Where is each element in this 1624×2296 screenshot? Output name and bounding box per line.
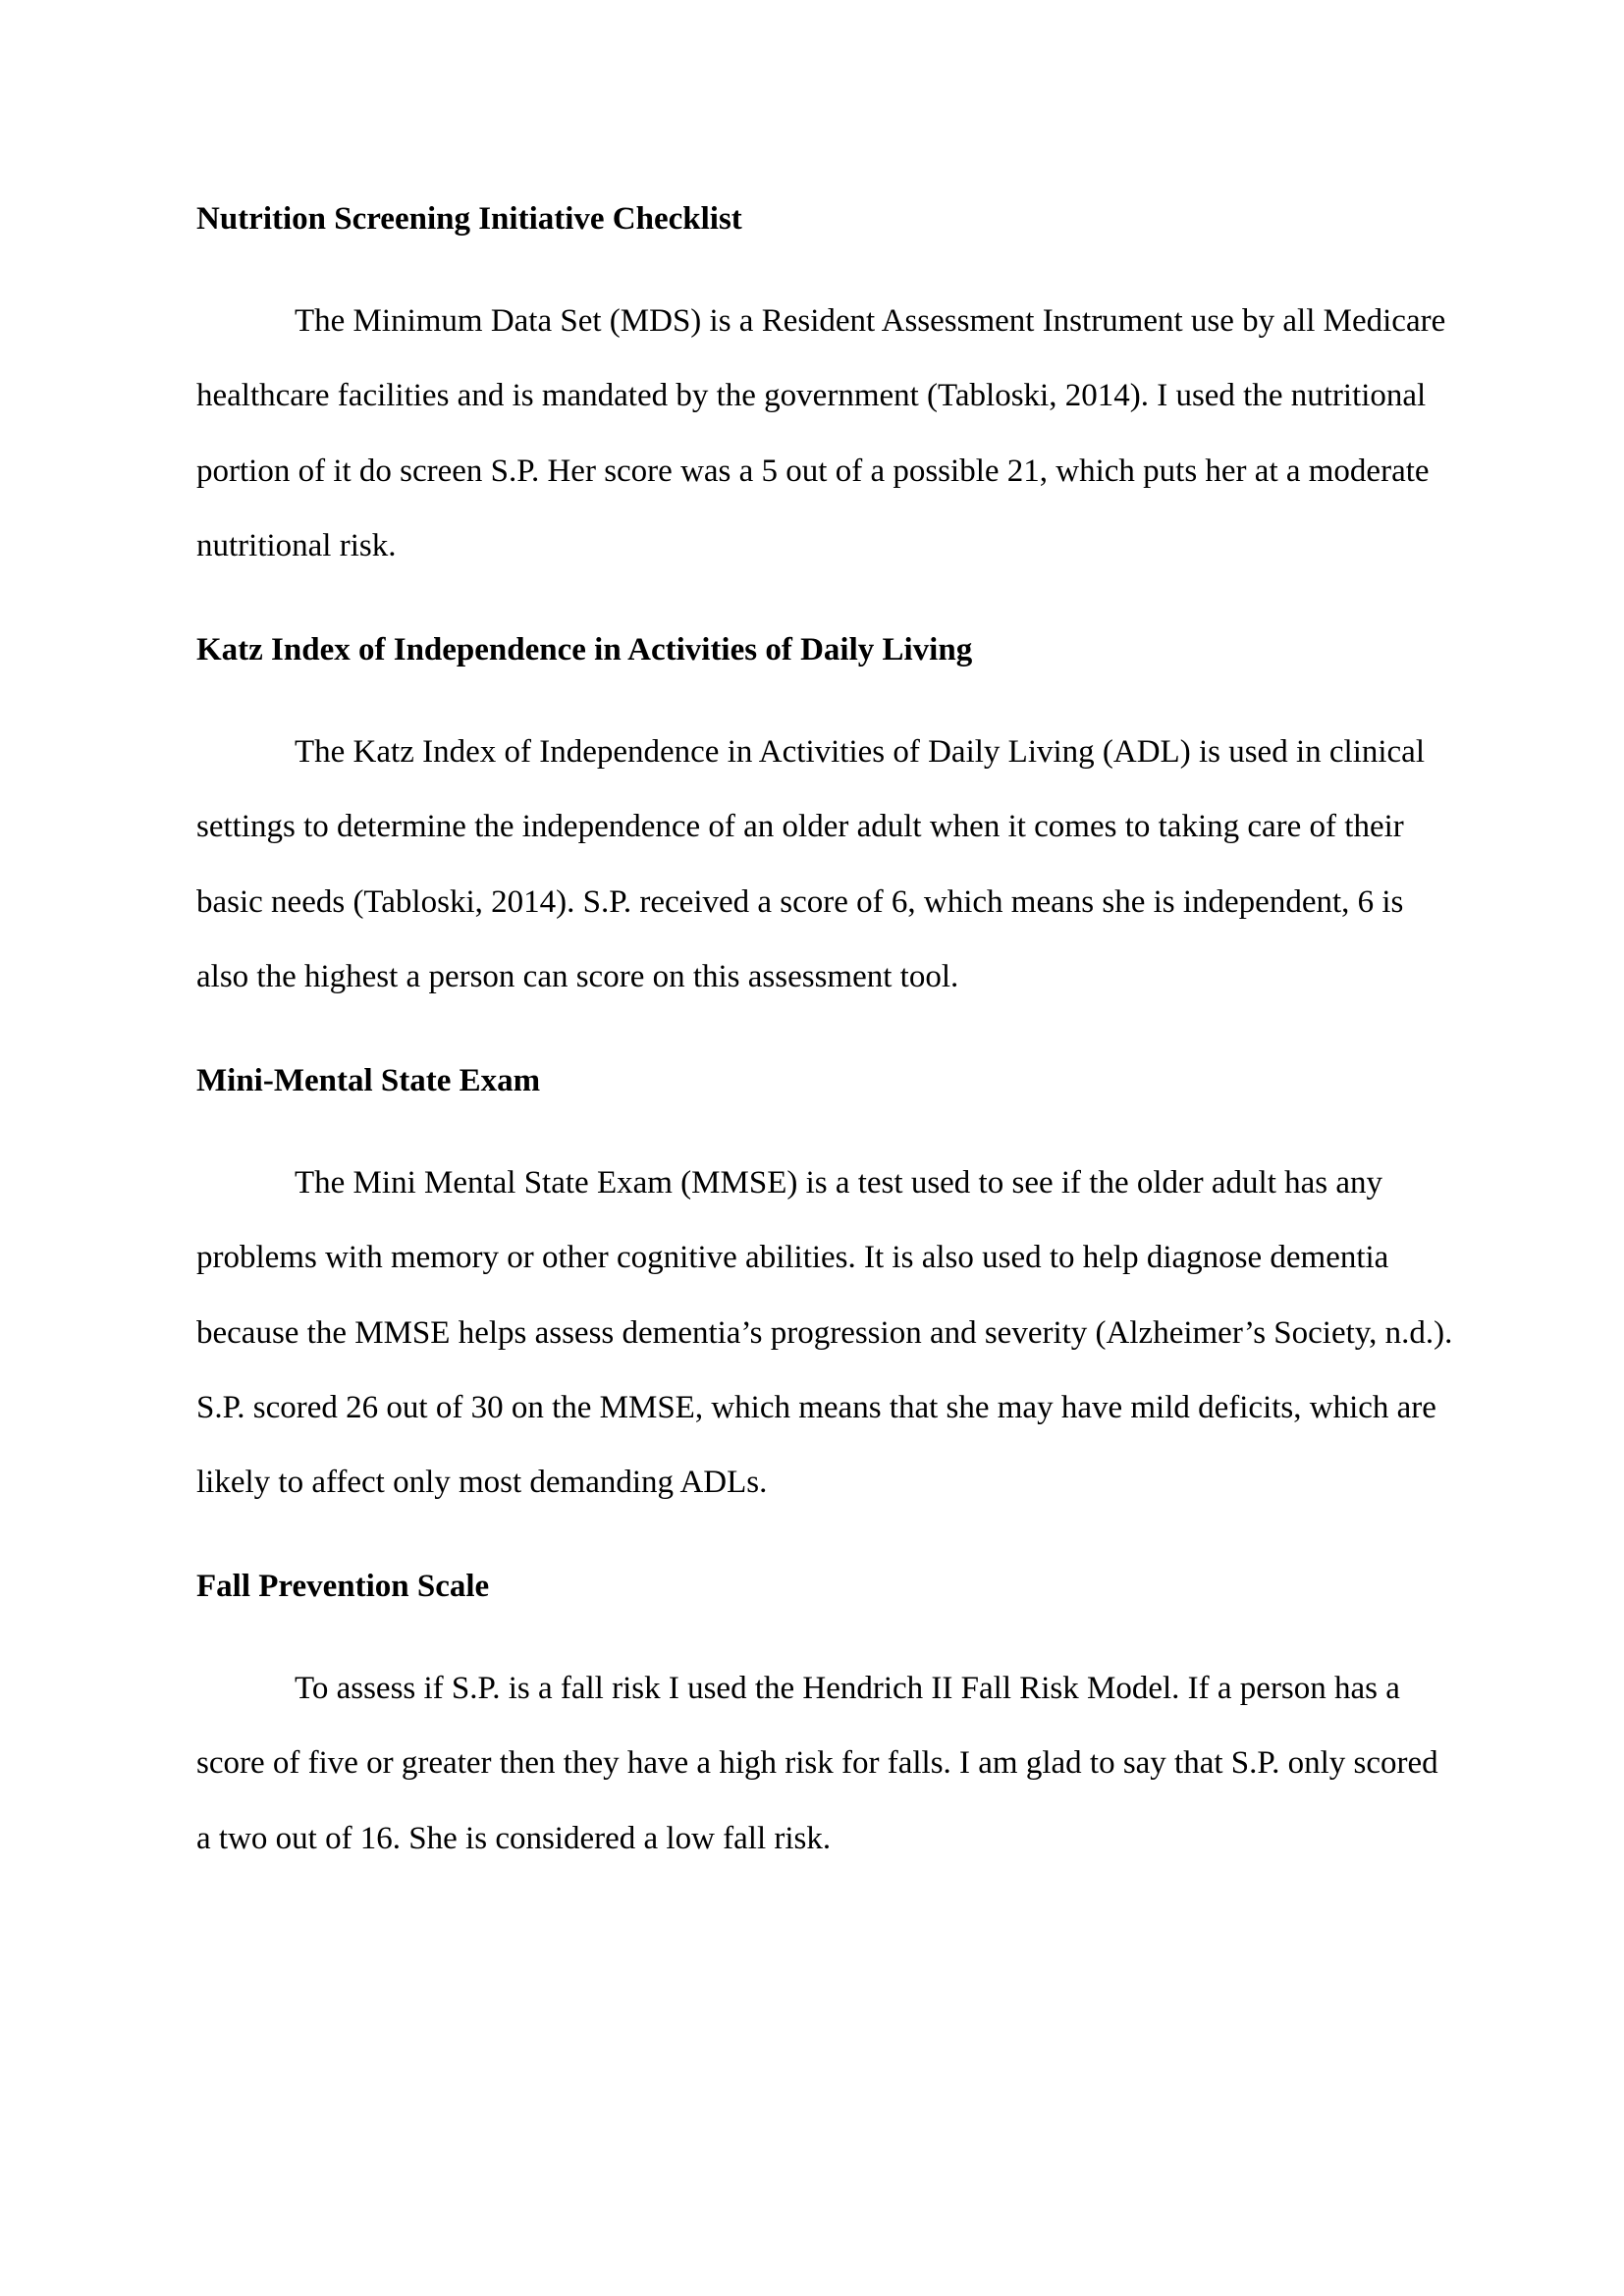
section-heading: Nutrition Screening Initiative Checklist bbox=[196, 201, 742, 237]
paragraph-line: also the highest a person can score on this assessment tool. bbox=[196, 958, 959, 994]
section-nutrition-body bbox=[196, 284, 1473, 583]
paragraph-line: settings to determine the independence of an older adult when it comes to taking care of their bbox=[196, 809, 1404, 845]
section-mini-mental-state-exam bbox=[196, 1061, 1473, 1100]
paragraph-line: The Katz Index of Independence in Activities of Daily Living (ADL) is used in clinical bbox=[295, 734, 1425, 770]
paragraph-line: To assess if S.P. is a fall risk I used the Hendrich II Fall Risk Model. If a person has a bbox=[295, 1671, 1400, 1706]
paragraph-line: problems with memory or other cognitive abilities. It is also used to help diagnose dementia bbox=[196, 1240, 1389, 1276]
paragraph-line: likely to affect only most demanding ADLs. bbox=[196, 1465, 768, 1501]
paragraph-line: basic needs (Tabloski, 2014). S.P. received a score of 6, which means she is independent, 6 is bbox=[196, 883, 1404, 920]
section-mmse-body bbox=[196, 1146, 1473, 1520]
paragraph-line: healthcare facilities and is mandated by the government (Tabloski, 2014). I used the nutritional bbox=[196, 378, 1427, 414]
paragraph-line: because the MMSE helps assess dementia’s progression and severity (Alzheimer’s Society, n.d.). bbox=[196, 1314, 1453, 1351]
paragraph-line: The Minimum Data Set (MDS) is a Resident Assessment Instrument use by all Medicare bbox=[295, 303, 1446, 339]
section-katz-body bbox=[196, 715, 1473, 1014]
section-nutrition-screening bbox=[196, 199, 1473, 239]
paragraph-line: a two out of 16. She is considered a low fall risk. bbox=[196, 1820, 832, 1856]
paragraph bbox=[196, 1651, 1473, 1876]
section-katz-index bbox=[196, 630, 1473, 669]
section-heading: Mini-Mental State Exam bbox=[196, 1063, 541, 1098]
section-heading: Fall Prevention Scale bbox=[196, 1569, 490, 1604]
paragraph bbox=[196, 715, 1473, 1014]
paragraph bbox=[196, 1146, 1473, 1520]
paragraph-line: nutritional risk. bbox=[196, 527, 397, 563]
paragraph-line: The Mini Mental State Exam (MMSE) is a test used to see if the older adult has any bbox=[295, 1165, 1383, 1201]
paragraph bbox=[196, 284, 1473, 583]
paragraph-line: portion of it do screen S.P. Her score was a 5 out of a possible 21, which puts her at a moderate bbox=[196, 453, 1430, 489]
paragraph-line: score of five or greater then they have a high risk for falls. I am glad to say that S.P. only scored bbox=[196, 1745, 1438, 1782]
section-heading: Katz Index of Independence in Activities of Daily Living bbox=[196, 632, 973, 667]
section-fall-prevention-scale bbox=[196, 1567, 1473, 1606]
section-fall-prevention-body bbox=[196, 1651, 1473, 1876]
paragraph-line: S.P. scored 26 out of 30 on the MMSE, which means that she may have mild deficits, which are bbox=[196, 1389, 1436, 1425]
